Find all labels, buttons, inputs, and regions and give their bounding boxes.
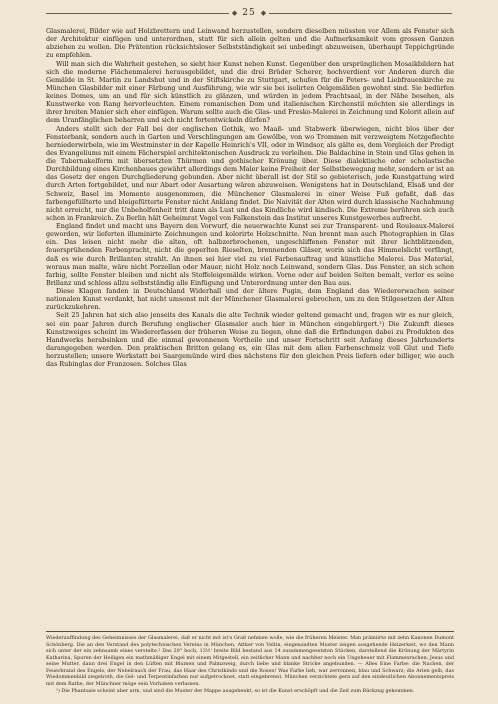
page-number: 25 xyxy=(242,8,256,18)
paragraph: Seit 25 Jahren hat sich also jenseits des Kanals die alte Technik wieder geltend gemacht und, fragen wir es nur gleich, sei ein paar Jahren durch Berufung englischer Glasmaler auch hier in München eingebürgert.¹) Die Zukunft dieses Kunstzweiges scheint im Wiedererfassen der früheren Weise zu liegen, ohne daß die Erfindungen dabei zu Produkten des Handwerks herabsinken und die einmal gewonnenen Vortheile und unser Fortschritt seit Anfang dieses Jahrhunderts darangegeben werden. Den praktischen Britten gelang es, ein Glas mit dem allen Farbenschmelz voll Glut und Tiefe herzustellen; unsere Werkstatt bei Saargemünde wird dies nächstens für den gleichen Preis liefern oder billiger, wie auch das Rubinglas der Franzosen. Solches Glas xyxy=(46,311,454,369)
header-ornament-right: ◆ xyxy=(260,9,267,17)
header-rule-right xyxy=(269,13,452,14)
paragraph: Diese Klagen fanden in Deutschland Widerhall und der ältere Pugin, dem England das Wiedererwachen seiner nationalen Kunst verdankt, hat nicht umsonst mit der Münchener Glasmalerei gebrochen, um zu den Stilgesetzen der Alten zurückzukehren. xyxy=(46,287,454,312)
header-ornament-left: ◆ xyxy=(231,9,238,17)
footnote: Wiederauffindung des Geheimnisses der Glasmalerei, daß er nicht mit ist's Graß nehmen wolle, wie die früheren Meister. Man prämiirte mit zehn Kanonen Dumont Schönberg. Die an den Verstand des polytechnischen Vereins in München, Attker von Voltin, eingesandten Muster zeigen ausgehende Heizerkeit, wo den Mann sich unter der ein zehnsamb eines verstelte.² Das 20° hoch, 13½' breite Bild bestand aus 14 zusammengesetzten Stücken, darstellend die Krönung der Märtyrin Katharina, Spuren der Heiligen ein mathmäßiger Engel mit einem Mitgestell, ein zeitlicher Mann und nachher noch ein Ungeheuer mit Flammenrachen; Jesus und seine Mutter, dann drei Engel in den Lüften mit Blumen und Palmzweig, durch liebe und blanke Stricke angebunden. — Alles Eine Farbe: die Nachen, der Feuerbrand des Engels, der Nebelrauch der Frau, das Haar des Christkinds und die Rosen! Was Farbe lieb, war zerronnen, blau und Schwarz; die Arien gelb, das Wiedommenbild ziegelroth, die Gel- und Terpentinfarben nur aufgetrocknet, statt eingebrennt. München verzichtete gern auf den eindeutlichen Abonnementspreis mit dem Rathe, der Münchner möge sein Vorhaben verlassen. xyxy=(46,635,454,687)
paragraph: Will man sich die Wahrheit gestehen, so sieht hier Kunst neben Kunst. Gegenüber den ursprünglichen Mosaikbildern hat sich die moderne Flächenmalerei herausgebildet, und die drei Brüder Scherer, hochverdient vor Anderen durch die Gemälde in St. Martin zu Landshut und in der Stiftskirche zu Stuttgart, schufen für die Peters- und Liebfrauenkirche zu München Glasbilder mit einer Färbung und Ausführung, wie wir sie bei isolirten Oelgemälden gewohnt sind. Sie bedürfen keines Domes, um an und für sich künstlich zu glänzen, und würden in jedem Prachtsaal, in der Nähe besehen, als Kunstwerke von Rang hervorleuchten. Einem romanischen Dom und italienischen Kirchenstil möchten sie allerdings in ihrer breiten Manier sich eher einfügen. Warum sollte auch die Glas- und Fresko-Malerei in Zeichnung und Kolorit allein auf dem Uranfänglichen beharren und sich nicht fortentwickeln dürfen? xyxy=(46,59,454,125)
paragraph: Anders stellt sich der Fall bei der englischen Gothik, wo Maaß- und Stabwerk überwiegen, nicht blos über der Fensterbank, sondern auch in Garten und Verschlingungen am Gewölbe, von wo Trommen mit verzweigtem Netzgeflechte herniederwirbeln, wie im Westminster in der Kapelle Heinrich's VII, oder in Windsor, als gälte es, dem Vorgleich der Predigt des Evangeliums mit einem Fächerspiel architektonischen Ausdruck zu verleihen. Die Baldachine in Stein und Glas gehen in die Tabernakelform mit übersetzten Thürmen und gothischer Krönung über. Diese dialektische oder scholastische Durchbildung eines Kirchenbaues gewährt allerdings dem Maler keine Freiheit der Selbstbewegung mehr, sondern er ist an das Gesetz der engen Durchgliederung gebunden. Aber nicht überall ist der Stil so gebieterisch, jede Kunstgattung wird durch Arten fortgebildet, und nur Abart oder Ausartung wären abzuweisen. Wenigstens hat in Deutschland, Elsaß und der Schweiz, Basel im Momente ausgenommen, die Münchener Glasmalerei in einer Weise Fuß gefaßt, daß das farbengefüllterte und bleigefütterte Fenster nicht Anklang findet. Die Naivität der Alten wird durch klassische Nachahmung nicht erreicht, nur die Unbeholfenheit tritt dann als Lust und das Kindliche wird kindisch. Die Extreme berühren sich auch schon in Frankreich. Zu Berlin hält Geheimrat Vogel von Falkenstein das Institut unseres Kunstgewerbes aufrecht. xyxy=(46,124,454,222)
body-text xyxy=(46,27,454,368)
paragraph: England findet und macht uns Bayern den Vorwurf, die neuerwachte Kunst sei zur Transparent- und Rouleaux-Malerei geworden, wir lieferten illuminirte Zeichnungen und kolorirte Holzschnitte. Nun brennt man auch Photographien in Glas ein. Das leisen nicht mehr die alten, oft halbzerbrochenen, ungeschliffenen Fenster mit ihrer lichtblitzenden, feuersprühenden Farbenpracht, nicht die geperlten Rieselten, brennenden Gläser, worin sich das Himmelslicht verfängt, daß es wie durch Brillanten strahlt. An ihnen sei hier viel zu viel Farbenauftrag und künstliche Malerei. Das Material, woraus man malte, wäre nicht Porzellan oder Mauer, nicht Holz noch Leinwand, sondern Glas. Das Fenster, an sich schon farbig, sollte Fenster bleiben und nicht als Stoffeleigemälde wirken. Vorne oder auf beiden Seiten bemalt, verlor es seine Brillanz und schloss allzu selbstständig alle Einfügung und Unterordnung unter den Bau aus. xyxy=(46,222,454,287)
header-rule-left xyxy=(46,13,229,14)
footnotes xyxy=(46,635,454,695)
footnote-separator xyxy=(46,631,454,632)
footnote: ¹) Die Phantasie scheint aber arm, und sind die Muster der Mappe ausgehenkt, so ist die Kunst erschöpft und die Zeit zum Rückzug gekommen. xyxy=(56,688,415,695)
paragraph: Glasmalerei, Bilder wie auf Holzbrettern und Leinwand herzustellen, sondern dieselben müssten vor Allem als Fenster sich der Architektur einfügen und unterordnen, statt für sich allein gelten und die Aufmerksamkeit vom grossen Ganzen abziehen zu wollen. Die Prätention rücksichtsloser Selbstständigkeit sei unbedingt abzuweisen, überhaupt Teppichgründe zu empfehlen. xyxy=(46,27,454,60)
page-header xyxy=(46,6,452,20)
